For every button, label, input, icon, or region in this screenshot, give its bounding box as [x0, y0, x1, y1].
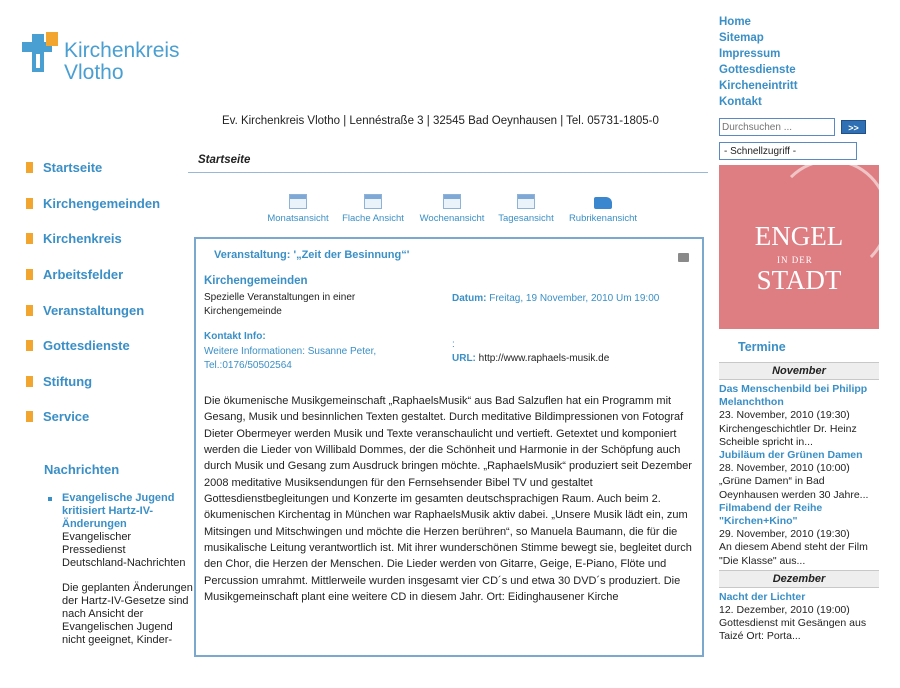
nav-item-startseite[interactable]	[26, 150, 196, 186]
event-date: 23. November, 2010 (19:30)	[719, 409, 850, 422]
search-input[interactable]	[719, 118, 835, 136]
calendar-month-icon	[289, 194, 307, 209]
divider	[188, 172, 708, 173]
event-date: 12. Dezember, 2010 (19:00)	[719, 604, 850, 617]
list-item	[719, 383, 879, 449]
top-nav-kontakt[interactable]: Kontakt	[719, 96, 762, 108]
bullet-icon	[26, 198, 33, 209]
month-header: Dezember	[719, 570, 879, 588]
quick-access-select[interactable]: - Schnellzugriff -	[719, 142, 857, 160]
top-nav-gottesdienste[interactable]: Gottesdienste	[719, 64, 796, 76]
view-category[interactable]	[562, 194, 644, 224]
search-button[interactable]: >>	[841, 120, 866, 134]
top-nav	[719, 14, 889, 110]
url-label: URL:	[452, 353, 476, 364]
nav-label: Veranstaltungen	[43, 302, 145, 318]
nav-label: Stiftung	[43, 373, 93, 389]
list-item	[719, 502, 879, 568]
termine-heading: Termine	[738, 340, 786, 354]
event-desc: „Grüne Damen“ in Bad Oeynhausen werden 30 Jahre...	[719, 475, 869, 501]
nav-label: Startseite	[43, 160, 103, 176]
date-value: Freitag, 19 November, 2010 Um 19:00	[489, 293, 660, 304]
url-value[interactable]: http://www.raphaels-musik.de	[478, 353, 610, 364]
bullet-icon	[26, 376, 33, 387]
event-link[interactable]: Das Menschenbild bei Philipp Melanchthon	[719, 383, 868, 409]
logo-text-line1: Kirchenkreis	[64, 39, 180, 62]
event-detail	[194, 237, 704, 657]
list-item	[719, 449, 879, 502]
view-week[interactable]	[413, 194, 491, 224]
bullet-icon	[26, 411, 33, 422]
month-header: November	[719, 362, 879, 380]
logo-text	[64, 40, 180, 84]
promo-line3: STADT	[756, 265, 842, 295]
event-link[interactable]: Nacht der Lichter	[719, 590, 806, 603]
calendar-day-icon	[517, 194, 535, 209]
date-label: Datum:	[452, 293, 487, 304]
event-desc: Kirchengeschichtler Dr. Heinz Scheible spricht in...	[719, 422, 857, 448]
print-icon[interactable]	[678, 253, 689, 262]
nav-item-kirchengemeinden[interactable]	[26, 186, 196, 222]
event-date	[452, 293, 659, 304]
news-source: Evangelischer Pressedienst Deutschland-Nachrichten	[62, 531, 186, 569]
promo-banner-engel-in-der-stadt[interactable]	[719, 165, 879, 329]
nav-label: Arbeitsfelder	[43, 267, 124, 283]
news-excerpt: Die geplanten Änderungen der Hartz-IV-Gesetze sind nach Ansicht der Evangelischen Jugend nicht geeignet, Kinder-	[62, 582, 193, 646]
contact-label: Kontakt Info:	[204, 331, 266, 342]
view-flat[interactable]	[337, 194, 409, 224]
bullet-icon	[26, 269, 33, 280]
promo-line2: IN DER	[777, 255, 813, 265]
event-desc: Gottesdienst mit Gesängen aus Taizé Ort: Porta...	[719, 617, 867, 643]
nav-item-stiftung[interactable]	[26, 364, 196, 400]
bullet-icon	[26, 305, 33, 316]
event-link[interactable]: Filmabend der Reihe "Kirchen+Kino"	[719, 501, 823, 528]
church-logo-icon	[22, 30, 60, 74]
event-description: Die ökumenische Musikgemeinschaft „RaphaelsMusik“ aus Bad Salzuflen hat ein Programm mit Gesang, Musik und besinnlichen Texten gestaltet. Durch meditative Bildimpressionen von Fotograf Dieter Obermeyer werden Musik und Texte veranschaulicht und vertieft. Getextet und komponiert werden die Lieder von Willibald Dommes, der die Schönheit und Harmonie in der Schöpfung auch durch Musik und Gesang zum Ausdruck bringen möchte. „RaphaelsMusik“ produziert seit Dezember 2008 meditative Musiksendungen für den Fernsehsender Bibel TV und gestaltet Gottesdienstbegleitungen und Konzerte im gesamten deutschsprachigen Raum. Auch beim 2. ökumenischen Kirchentag in München war RaphaelsMusik aktiv dabei. „Unsere Musik lädt ein, zum Mitsingen und Mitschwingen und möchte die Herzen berühren“, so Manuela Baumann, die für die musikalische Leitung verantwortlich ist. Mit ihrer wunderschönen Stimme bewegt sie, begleitet durch den Chor, die Herzen der Menschen. Die Lieder werden von Gitarre, Geige, E-Piano, Flöte und Percussion umrahmt. Mittlerweile wurden insgesamt vier CD´s und etwa 30 DVD´s produziert. Die Musikgemeinschaft plant eine weitere CD in diesem Jahr. Ort: Eidinghausener Kirche	[204, 395, 692, 604]
view-label: Wochenansicht	[419, 213, 485, 224]
calendar-list-icon	[364, 194, 382, 209]
event-category-link[interactable]: Kirchengemeinden	[204, 275, 308, 287]
top-nav-sitemap[interactable]: Sitemap	[719, 32, 764, 44]
termine-list	[719, 360, 879, 644]
nav-item-gottesdienste[interactable]	[26, 328, 196, 364]
top-nav-kircheneintritt[interactable]: Kircheneintritt	[719, 80, 798, 92]
site-logo[interactable]	[22, 30, 192, 90]
news-item	[48, 492, 193, 647]
bullet-icon	[26, 233, 33, 244]
logo-text-line2: Vlotho	[64, 61, 124, 84]
address-line: Ev. Kirchenkreis Vlotho | Lennéstraße 3 | 32545 Bad Oeynhausen | Tel. 05731-1805-0	[222, 115, 659, 127]
event-link[interactable]: Jubiläum der Grünen Damen	[719, 449, 863, 462]
nav-label: Service	[43, 409, 90, 425]
top-nav-impressum[interactable]: Impressum	[719, 48, 781, 60]
view-label: Tagesansicht	[498, 213, 554, 224]
view-day[interactable]	[494, 194, 558, 224]
event-category-desc: Spezielle Veranstaltungen in einer Kirchengemeinde	[204, 292, 356, 317]
nav-item-service[interactable]	[26, 399, 196, 435]
event-date: 28. November, 2010 (10:00)	[719, 462, 850, 475]
view-label: Rubrikenansicht	[568, 213, 638, 224]
nav-label: Kirchengemeinden	[43, 195, 161, 211]
nav-label: Kirchenkreis	[43, 231, 122, 247]
calendar-week-icon	[443, 194, 461, 209]
bullet-icon	[26, 340, 33, 351]
view-month[interactable]	[262, 194, 334, 224]
view-label: Flache Ansicht	[342, 213, 404, 224]
news-heading: Nachrichten	[44, 462, 120, 477]
top-nav-home[interactable]: Home	[719, 16, 751, 28]
news-title-link[interactable]: Evangelische Jugend kritisiert Hartz-IV-Änderungen	[62, 492, 175, 530]
event-date: 29. November, 2010 (19:30)	[719, 528, 850, 541]
view-label: Monatsansicht	[267, 213, 329, 224]
empty-field-colon: :	[452, 339, 455, 350]
main-nav	[26, 150, 196, 435]
nav-label: Gottesdienste	[43, 338, 130, 354]
nav-item-veranstaltungen[interactable]	[26, 292, 196, 328]
event-title: Veranstaltung: '„Zeit der Besinnung“'	[214, 249, 410, 261]
folder-icon	[594, 197, 612, 209]
event-desc: An diesem Abend steht der Film "Die Klasse" aus...	[719, 541, 868, 567]
bullet-icon	[26, 162, 33, 173]
promo-line1: ENGEL	[754, 221, 844, 251]
breadcrumb: Startseite	[198, 154, 251, 166]
event-url	[452, 353, 609, 364]
bullet-icon	[48, 497, 52, 501]
nav-item-arbeitsfelder[interactable]	[26, 257, 196, 293]
nav-item-kirchenkreis[interactable]	[26, 221, 196, 257]
list-item	[719, 591, 879, 644]
contact-text: Weitere Informationen: Susanne Peter, Tel.:0176/50502564	[204, 346, 377, 371]
